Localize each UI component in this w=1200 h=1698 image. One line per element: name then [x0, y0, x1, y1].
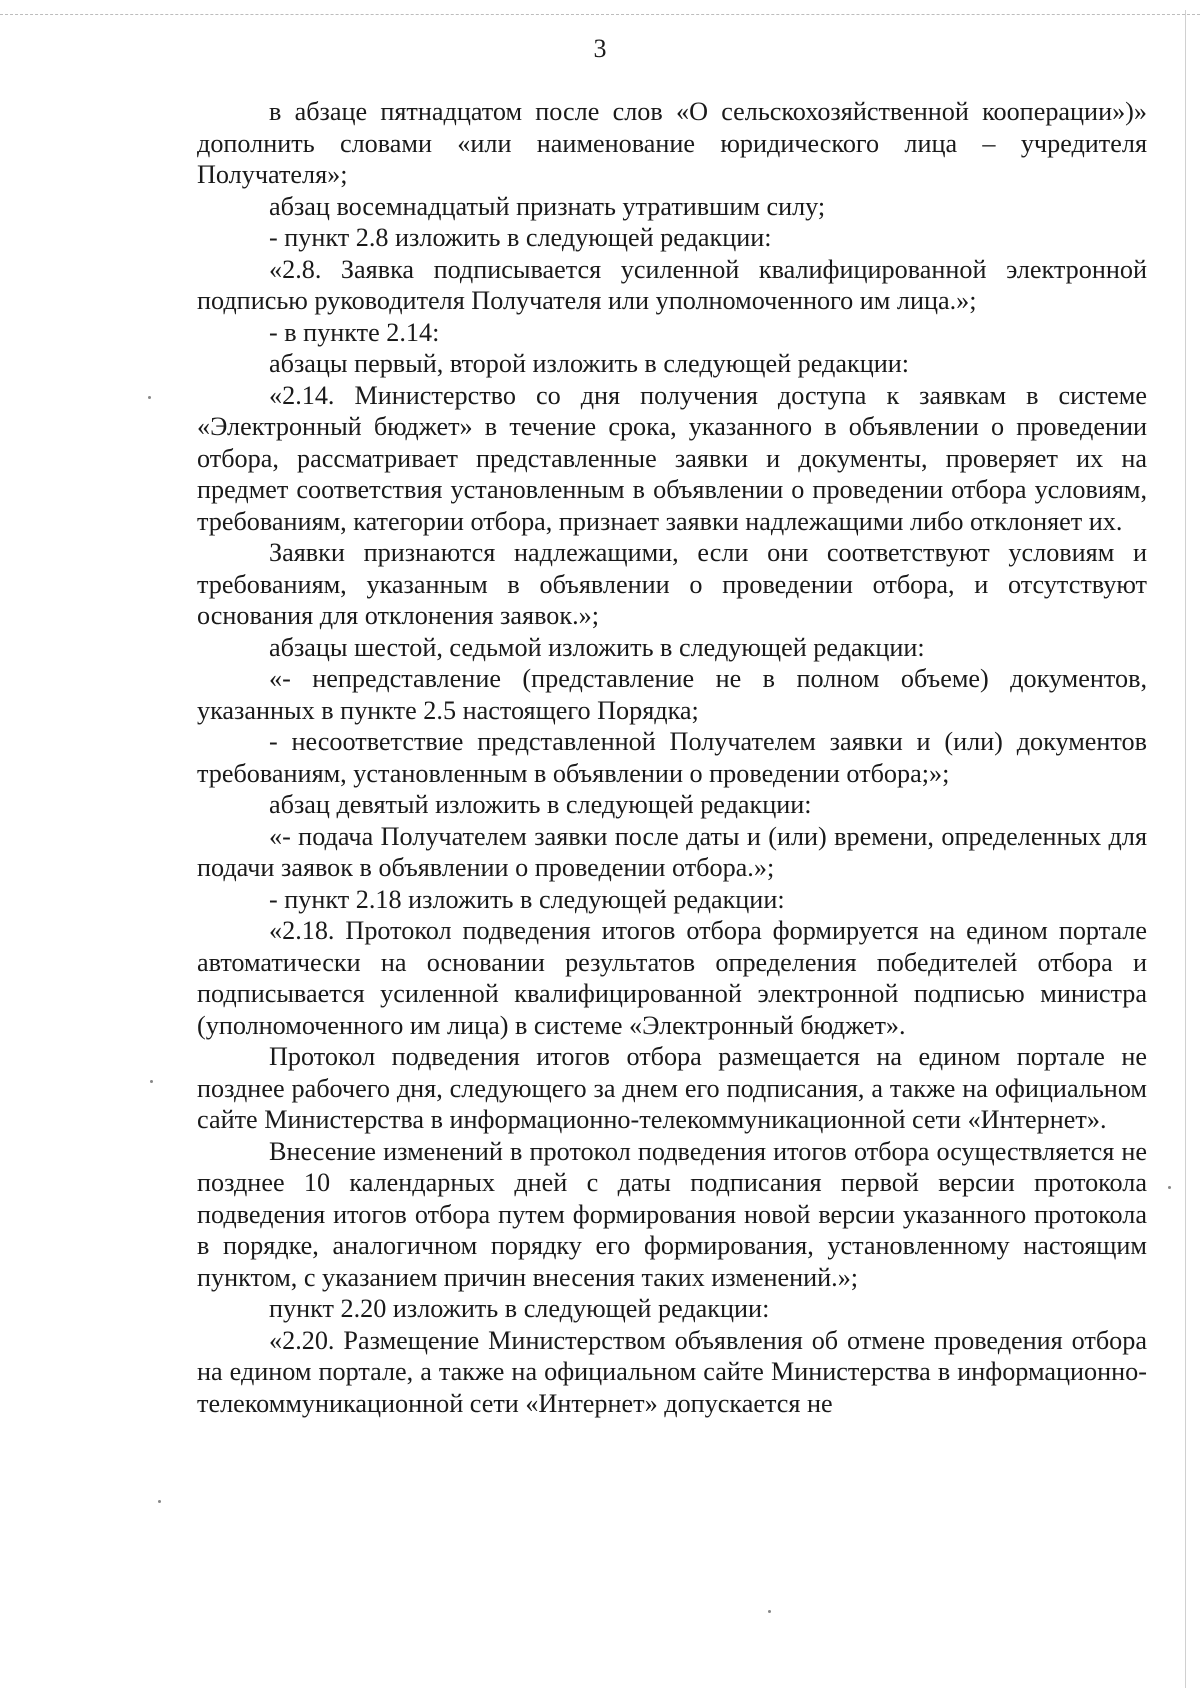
paragraph-punkt-2-8-text: «2.8. Заявка подписывается усиленной квалифицированной электронной подписью руководителя Получателя или уполномоченного им лица.»;: [197, 254, 1147, 315]
scan-speck: [768, 1610, 771, 1613]
document-body: [197, 96, 1147, 1419]
paragraph-punkt-2-18-text: «2.18. Протокол подведения итогов отбора формируется на едином портале автоматически на основании результатов определения победителей отбора и подписывается усиленной квалифицированной электронной подписью министра (уполномоченного им лица) в системе «Электронный бюджет».: [197, 916, 1147, 1040]
paragraph-punkt-2-14-intro: - в пункте 2.14:: [269, 317, 440, 347]
paragraph-punkt-2-20-text: «2.20. Размещение Министерством объявления об отмене проведения отбора на едином портале, а также на официальном сайте Министерства в информационно-телекоммуникационной сети «Интернет» допускается не: [197, 1325, 1147, 1418]
paragraph-abzacy-1-2-intro: абзацы первый, второй изложить в следующей редакции:: [269, 349, 910, 378]
paragraph-protokol-razmeshchaetsya: Протокол подведения итогов отбора размещается на едином портале не позднее рабочего дня, следующего за днем его подписания, а также на официальном сайте Министерства в информационно-телекоммуникационной сети «Интернет».: [197, 1042, 1147, 1134]
scan-edge-right: [1185, 10, 1186, 1688]
scan-speck: [150, 1080, 153, 1083]
paragraph-abzac-9-intro: абзац девятый изложить в следующей редакции:: [269, 790, 812, 819]
paragraph-abzac-15: в абзаце пятнадцатом после слов «О сельскохозяйственной кооперации»)» дополнить словами «или наименование юридического лица – учредителя Получателя»;: [197, 97, 1147, 189]
paragraph-punkt-2-20-intro: пункт 2.20 изложить в следующей редакции:: [269, 1294, 770, 1323]
paragraph-podacha: «- подача Получателем заявки после даты и (или) времени, определенных для подачи заявок в объявлении о проведении отбора.»;: [197, 821, 1147, 882]
page-number: 3: [593, 34, 607, 63]
paragraph-nesootvetstvie: - несоответствие представленной Получателем заявки и (или) документов требованиям, установленным в объявлении о проведении отбора;»;: [197, 727, 1147, 788]
scan-edge-top: [0, 14, 1200, 15]
scan-speck: [1168, 1186, 1171, 1189]
scan-speck: [148, 396, 151, 399]
paragraph-abzacy-6-7-intro: абзацы шестой, седьмой изложить в следующей редакции:: [269, 632, 925, 662]
paragraph-punkt-2-18-intro: - пункт 2.18 изложить в следующей редакции:: [269, 884, 785, 914]
paragraph-punkt-2-8-intro: - пункт 2.8 изложить в следующей редакции:: [269, 223, 772, 252]
paragraph-vnesenie-izmeneniy: Внесение изменений в протокол подведения итогов отбора осуществляется не позднее 10 календарных дней с даты подписания первой версии протокола подведения итогов отбора путем формирования новой версии указанного протокола в порядке, аналогичном порядку его формирования, установленному настоящим пунктом, с указанием причин внесения таких изменений.»;: [197, 1136, 1147, 1292]
paragraph-abzac-18: абзац восемнадцатый признать утратившим силу;: [269, 191, 826, 221]
scan-speck: [158, 1500, 161, 1503]
paragraph-punkt-2-14-text: «2.14. Министерство со дня получения доступа к заявкам в системе «Электронный бюджет» в течение срока, указанного в объявлении о проведении отбора, рассматривает представленные заявки и документы, проверяет их на предмет соответствия установленным в объявлении о проведении отбора условиям, требованиям, категории отбора, признает заявки надлежащими либо отклоняет их.: [197, 380, 1147, 536]
paragraph-nepredstavlenie: «- непредставление (представление не в полном объеме) документов, указанных в пункте 2.5 настоящего Порядка;: [197, 664, 1147, 725]
paragraph-zayavki-nadlezhashchie: Заявки признаются надлежащими, если они соответствуют условиям и требованиям, указанным в объявлении о проведении отбора, и отсутствуют основания для отклонения заявок.»;: [197, 538, 1147, 630]
